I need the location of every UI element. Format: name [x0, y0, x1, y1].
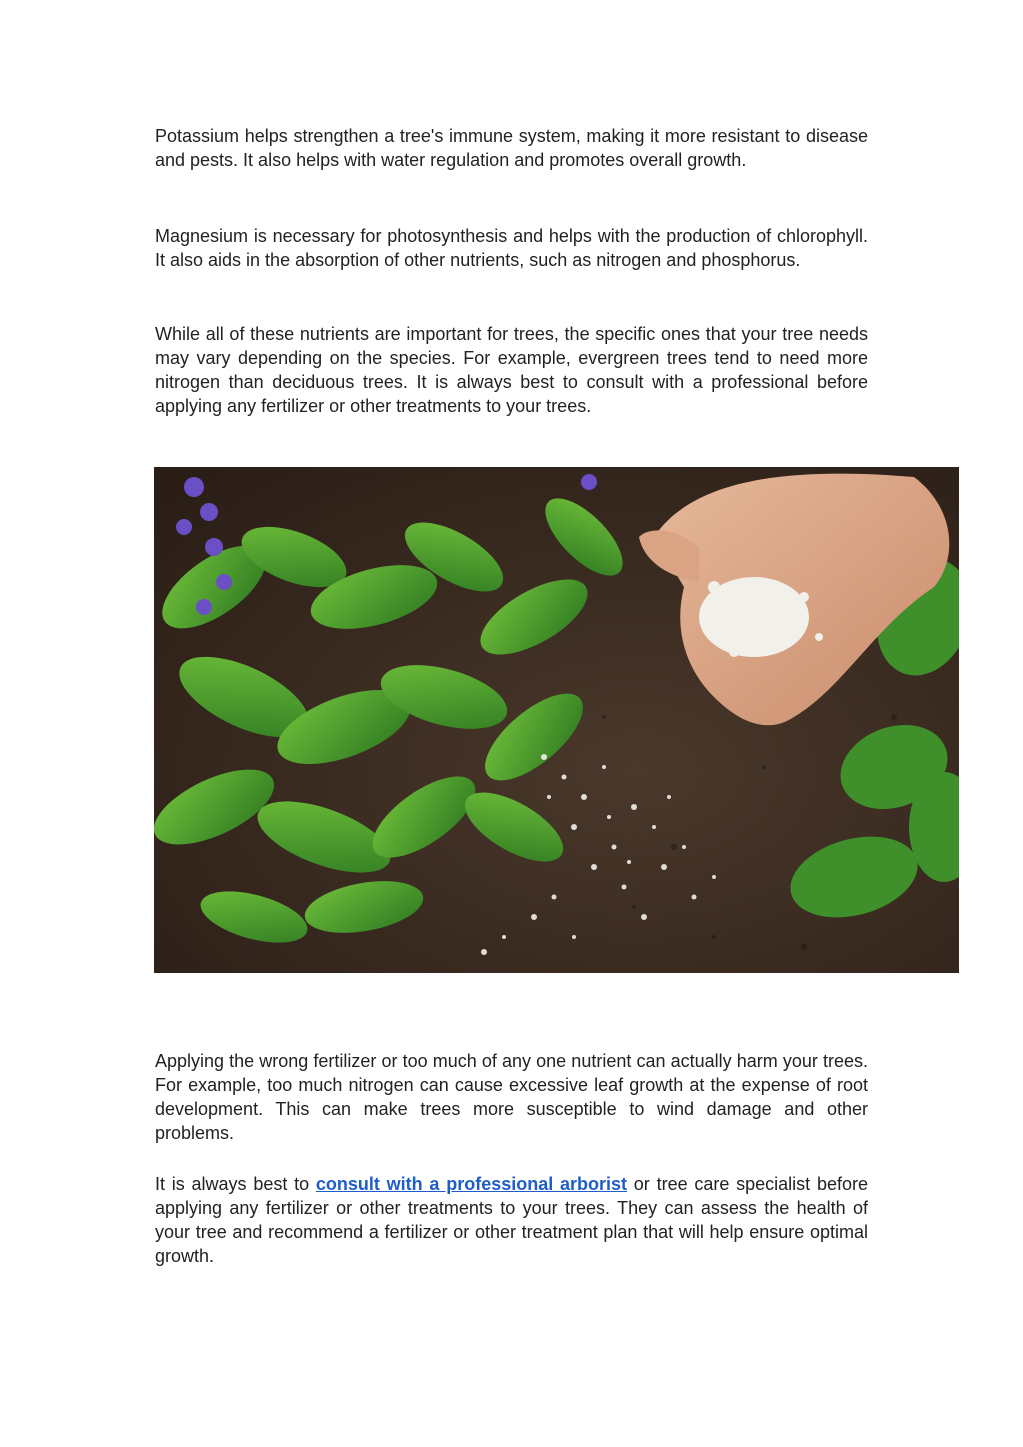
paragraph-species: While all of these nutrients are important for trees, the specific ones that your tree needs may vary depending on the species. For example, evergreen trees tend to need more nitrogen than deciduous trees. It is always best to consult with a professional before applying any fertilizer or other treatments to your trees. [155, 324, 868, 416]
arborist-link[interactable]: consult with a professional arborist [315, 1174, 628, 1194]
paragraph-potassium: Potassium helps strengthen a tree's immune system, making it more resistant to disease and pests. It also helps with water regulation and promotes overall growth. [155, 126, 868, 170]
fertilizer-photo [154, 467, 959, 973]
fertilizer-photo-illustration [154, 467, 959, 973]
consult-text-after: or tree care specialist before applying any fertilizer or other treatments to your trees. They can assess the health of your tree and recommend a fertilizer or other treatment plan that will help ensure optimal growth. [155, 1174, 868, 1266]
paragraph-magnesium: Magnesium is necessary for photosynthesis and helps with the production of chlorophyll. It also aids in the absorption of other nutrients, such as nitrogen and phosphorus. [155, 226, 868, 270]
paragraph-consult [155, 1172, 868, 1268]
paragraph-wrong-fertilizer: Applying the wrong fertilizer or too much of any one nutrient can actually harm your trees. For example, too much nitrogen can cause excessive leaf growth at the expense of root development. This can make trees more susceptible to wind damage and other problems. [155, 1051, 868, 1143]
consult-text-before: It is always best to [155, 1174, 316, 1194]
